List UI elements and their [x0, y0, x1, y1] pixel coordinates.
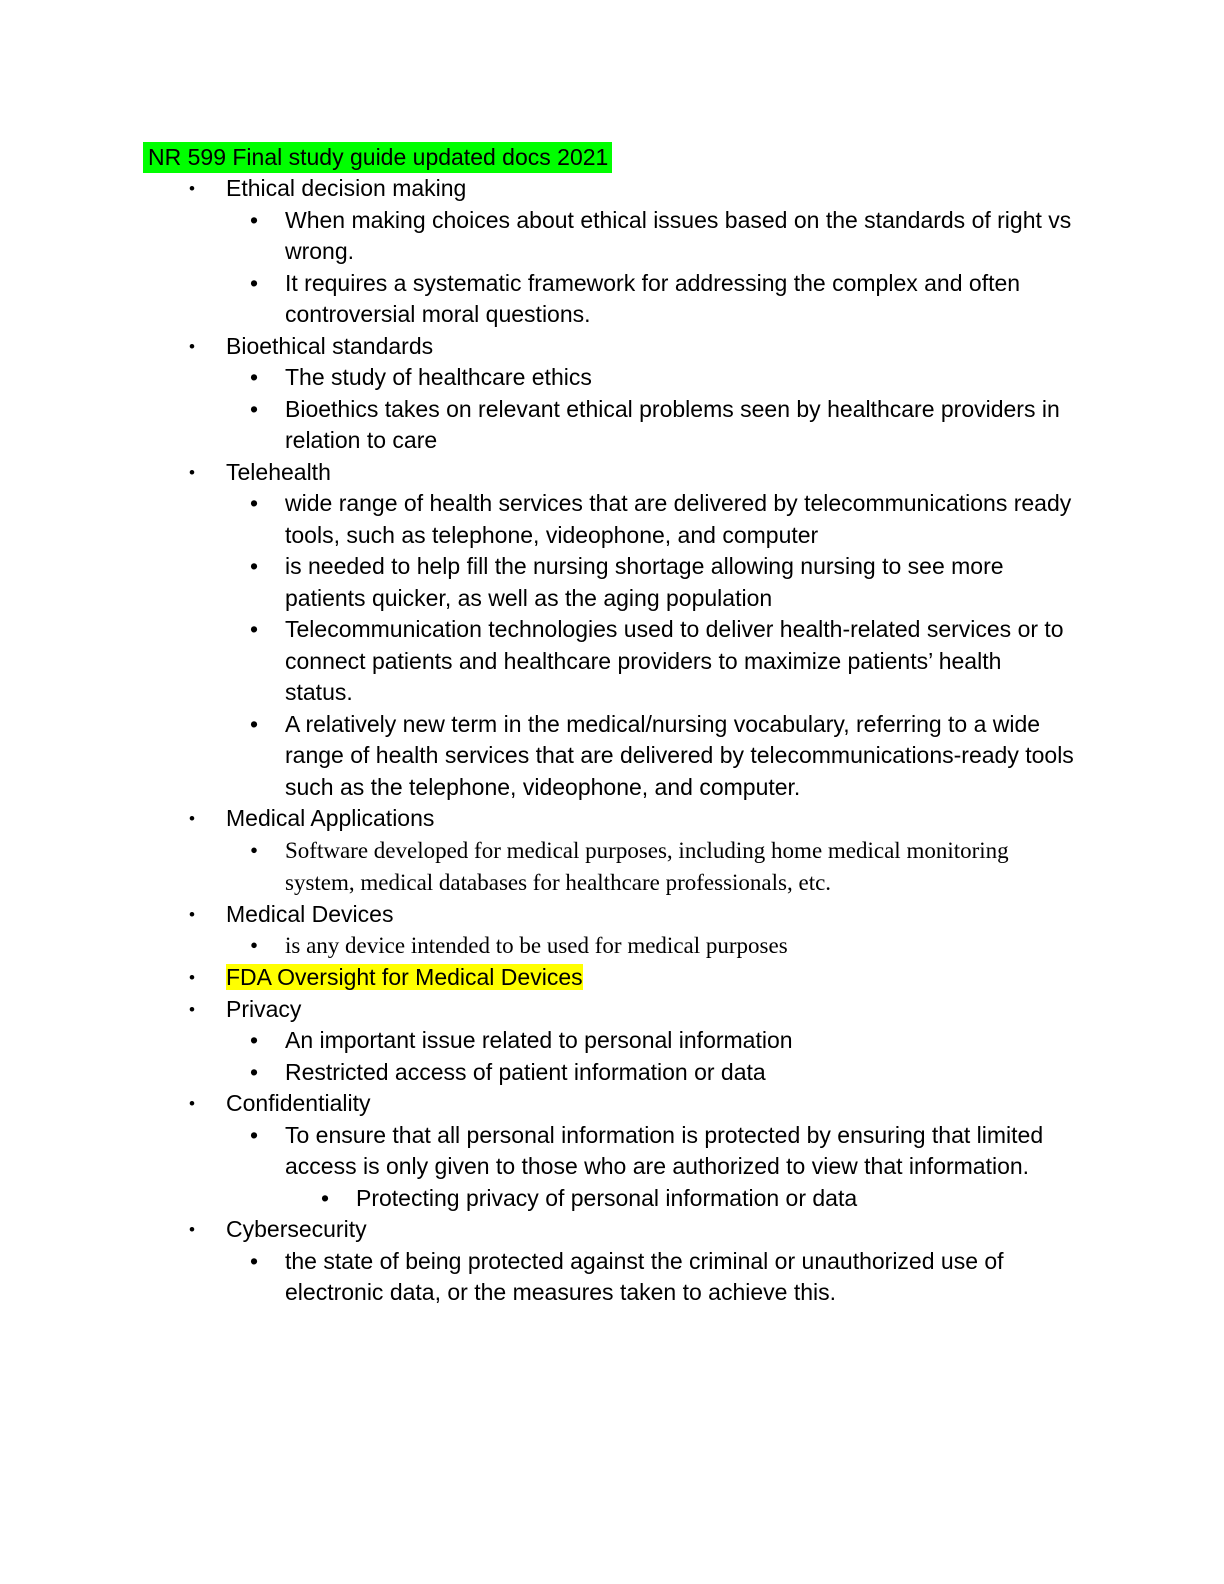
- list-item: • Bioethics takes on relevant ethical problems seen by healthcare providers in relation to care: [250, 395, 1060, 453]
- bullet-icon: •: [250, 395, 259, 422]
- section-heading-fda-oversight: [0, 962, 1076, 994]
- list-item: • is any device intended to be used for medical purposes: [0, 930, 1075, 962]
- list-item: • When making choices about ethical issues based on the standards of right vs wrong.: [250, 206, 1072, 264]
- section-heading-medical-devices: • Medical Devices: [0, 899, 1076, 931]
- section-heading-bioethical-standards: • Bioethical standards: [0, 331, 1076, 363]
- section-heading-telehealth: • Telehealth: [0, 457, 1076, 489]
- bullet-icon: •: [189, 179, 195, 198]
- outline-list: [0, 173, 1224, 1309]
- list-item: • Software developed for medical purposes, including home medical monitoring system, medical databases for healthcare professionals, etc.: [0, 835, 1075, 899]
- section-heading-medical-applications: • Medical Applications: [0, 803, 1076, 835]
- bullet-icon: •: [250, 1247, 259, 1274]
- bullet-icon: •: [250, 269, 259, 296]
- bullet-icon: •: [250, 837, 259, 863]
- list-item: • Restricted access of patient information or data: [0, 1057, 1075, 1089]
- bullet-icon: •: [250, 616, 259, 642]
- bullet-icon: •: [189, 1094, 195, 1113]
- bullet-icon: •: [250, 1121, 259, 1148]
- section-heading-privacy: • Privacy: [0, 994, 1076, 1026]
- section-heading-confidentiality: • Confidentiality: [0, 1088, 1076, 1120]
- list-item: • wide range of health services that are delivered by telecommunications ready tools, such as telephone, videophone, and computer: [250, 490, 1072, 548]
- bullet-icon: •: [250, 553, 259, 579]
- list-item: • Telecommunication technologies used to deliver health-related services or to connect patients and healthcare providers to maximize patients’ health status.: [250, 616, 1064, 705]
- list-item: • To ensure that all personal information is protected by ensuring that limited access is only given to those who are authorized to view that information.: [250, 1121, 1044, 1179]
- bullet-icon: •: [250, 1058, 259, 1085]
- list-item: • The study of healthcare ethics: [0, 362, 1075, 394]
- bullet-icon: •: [321, 1184, 330, 1211]
- bullet-icon: •: [189, 1220, 195, 1239]
- list-subitem: • Protecting privacy of personal information or data: [0, 1183, 1076, 1215]
- bullet-icon: •: [189, 809, 195, 828]
- bullet-icon: •: [250, 933, 259, 958]
- bullet-icon: •: [189, 336, 195, 356]
- bullet-icon: •: [250, 710, 259, 737]
- bullet-icon: •: [250, 206, 259, 233]
- bullet-icon: •: [189, 462, 195, 482]
- bullet-icon: •: [250, 364, 259, 390]
- bullet-icon: •: [250, 1027, 259, 1053]
- highlighted-text: FDA Oversight for Medical Devices: [226, 964, 583, 990]
- list-item: • It requires a systematic framework for addressing the complex and often controversial moral questions.: [250, 269, 1021, 327]
- list-item: • is needed to help fill the nursing shortage allowing nursing to see more patients quicker, as well as the aging population: [250, 553, 1004, 611]
- section-heading-cybersecurity: • Cybersecurity: [0, 1214, 1076, 1246]
- list-item: • A relatively new term in the medical/nursing vocabulary, referring to a wide range of health services that are delivered by telecommunications-ready tools such as the telephone, videophone, and computer.: [250, 710, 1074, 800]
- document-title: NR 599 Final study guide updated docs 2021: [143, 142, 612, 173]
- bullet-icon: •: [189, 968, 195, 987]
- bullet-icon: •: [189, 904, 195, 924]
- bullet-icon: •: [189, 999, 195, 1019]
- bullet-icon: •: [250, 490, 259, 516]
- section-heading-ethical-decision-making: • Ethical decision making: [0, 173, 1076, 205]
- list-item: • the state of being protected against the criminal or unauthorized use of electronic data, or the measures taken to achieve this.: [250, 1247, 1004, 1305]
- list-item: • An important issue related to personal information: [0, 1025, 1075, 1057]
